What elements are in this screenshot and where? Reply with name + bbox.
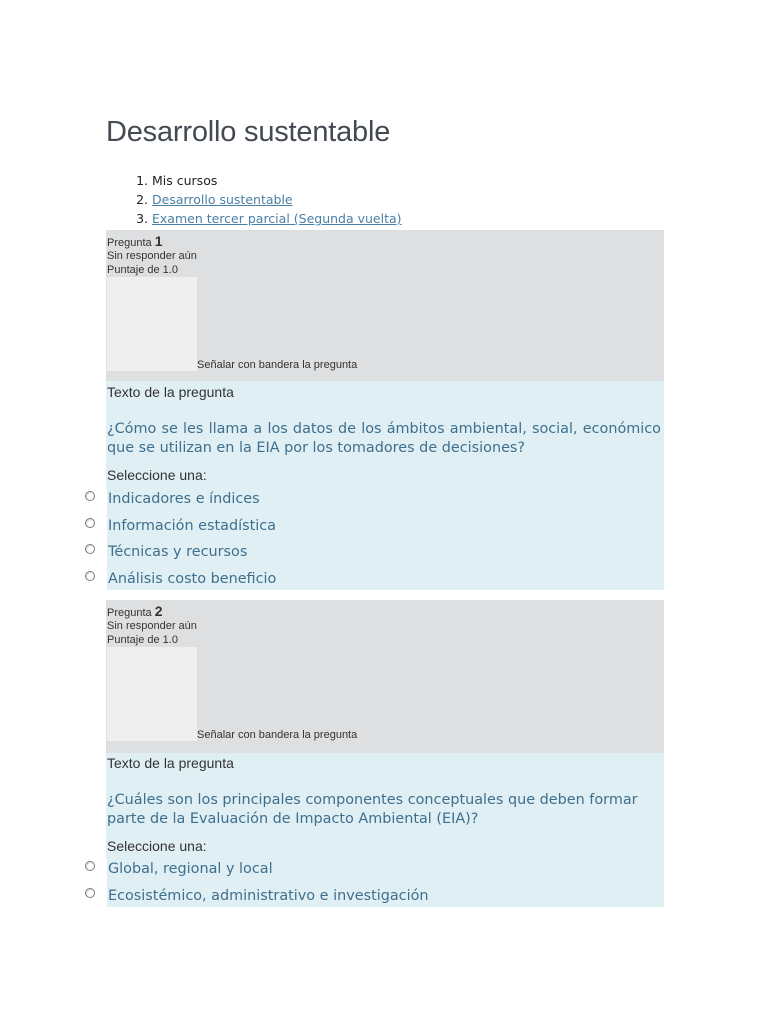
- question-2-option-1[interactable]: [80, 861, 664, 887]
- question-2-flag-label[interactable]: Señalar con bandera la pregunta: [197, 729, 358, 741]
- question-prefix: Pregunta: [107, 237, 152, 249]
- question-2-heading: Texto de la pregunta: [107, 755, 234, 771]
- question-prefix: Pregunta: [107, 607, 152, 619]
- question-1-heading: Texto de la pregunta: [107, 384, 234, 400]
- radio-button[interactable]: [85, 888, 95, 898]
- question-1-select-label: Seleccione una:: [107, 467, 207, 483]
- question-1-option-3[interactable]: [80, 544, 664, 570]
- question-1-score: Puntaje de 1.0: [107, 264, 178, 276]
- option-label[interactable]: Técnicas y recursos: [108, 544, 248, 560]
- breadcrumb-item-course: [152, 190, 402, 209]
- radio-box: [81, 569, 107, 595]
- question-1-flag-label[interactable]: Señalar con bandera la pregunta: [197, 359, 358, 371]
- radio-button[interactable]: [85, 861, 95, 871]
- question-2-status: Sin responder aún: [107, 620, 197, 632]
- radio-box: [81, 886, 107, 912]
- question-2-flag-toggle[interactable]: [107, 647, 197, 741]
- question-1-text: ¿Cómo se les llama a los datos de los ámbitos ambiental, social, económico que se utilizan en la EIA por los tomadores de decisiones?: [107, 421, 661, 456]
- question-1-flag-toggle[interactable]: [107, 277, 197, 371]
- option-label[interactable]: Indicadores e índices: [108, 491, 260, 507]
- radio-box: [81, 859, 107, 885]
- question-2-select-label: Seleccione una:: [107, 838, 207, 854]
- question-1-option-2[interactable]: [80, 518, 664, 544]
- radio-box: [81, 542, 107, 568]
- page-title: Desarrollo sustentable: [106, 116, 391, 148]
- breadcrumb-item-mis-cursos[interactable]: 1. Mis cursos: [152, 171, 402, 190]
- question-2-label: [107, 603, 163, 619]
- question-2-number: 2: [154, 603, 163, 619]
- question-2-info: [106, 600, 664, 753]
- breadcrumb-item-exam: [152, 209, 402, 228]
- radio-box: [81, 516, 107, 542]
- question-1-label: [107, 233, 163, 249]
- question-2-option-2[interactable]: [80, 888, 664, 914]
- question-1-option-1[interactable]: [80, 491, 664, 517]
- question-1-info: [106, 230, 664, 381]
- radio-button[interactable]: [85, 571, 95, 581]
- question-2-text: ¿Cuáles son los principales componentes conceptuales que deben formar parte de la Evaluación de Impacto Ambiental (EIA)?: [107, 792, 638, 827]
- radio-button[interactable]: [85, 518, 95, 528]
- question-1-status: Sin responder aún: [107, 250, 197, 262]
- question-2-score: Puntaje de 1.0: [107, 634, 178, 646]
- radio-button[interactable]: [85, 544, 95, 554]
- radio-box: [81, 489, 107, 515]
- option-label[interactable]: Ecosistémico, administrativo e investigación: [108, 888, 429, 904]
- question-1-number: 1: [154, 233, 163, 249]
- breadcrumb-link-course[interactable]: Desarrollo sustentable: [152, 192, 293, 207]
- option-label[interactable]: Global, regional y local: [108, 861, 273, 877]
- radio-button[interactable]: [85, 491, 95, 501]
- option-label[interactable]: Análisis costo beneficio: [108, 571, 277, 587]
- breadcrumb: [130, 171, 402, 228]
- option-label[interactable]: Información estadística: [108, 518, 276, 534]
- question-1-option-4[interactable]: [80, 571, 664, 597]
- breadcrumb-link-exam[interactable]: Examen tercer parcial (Segunda vuelta): [152, 211, 402, 226]
